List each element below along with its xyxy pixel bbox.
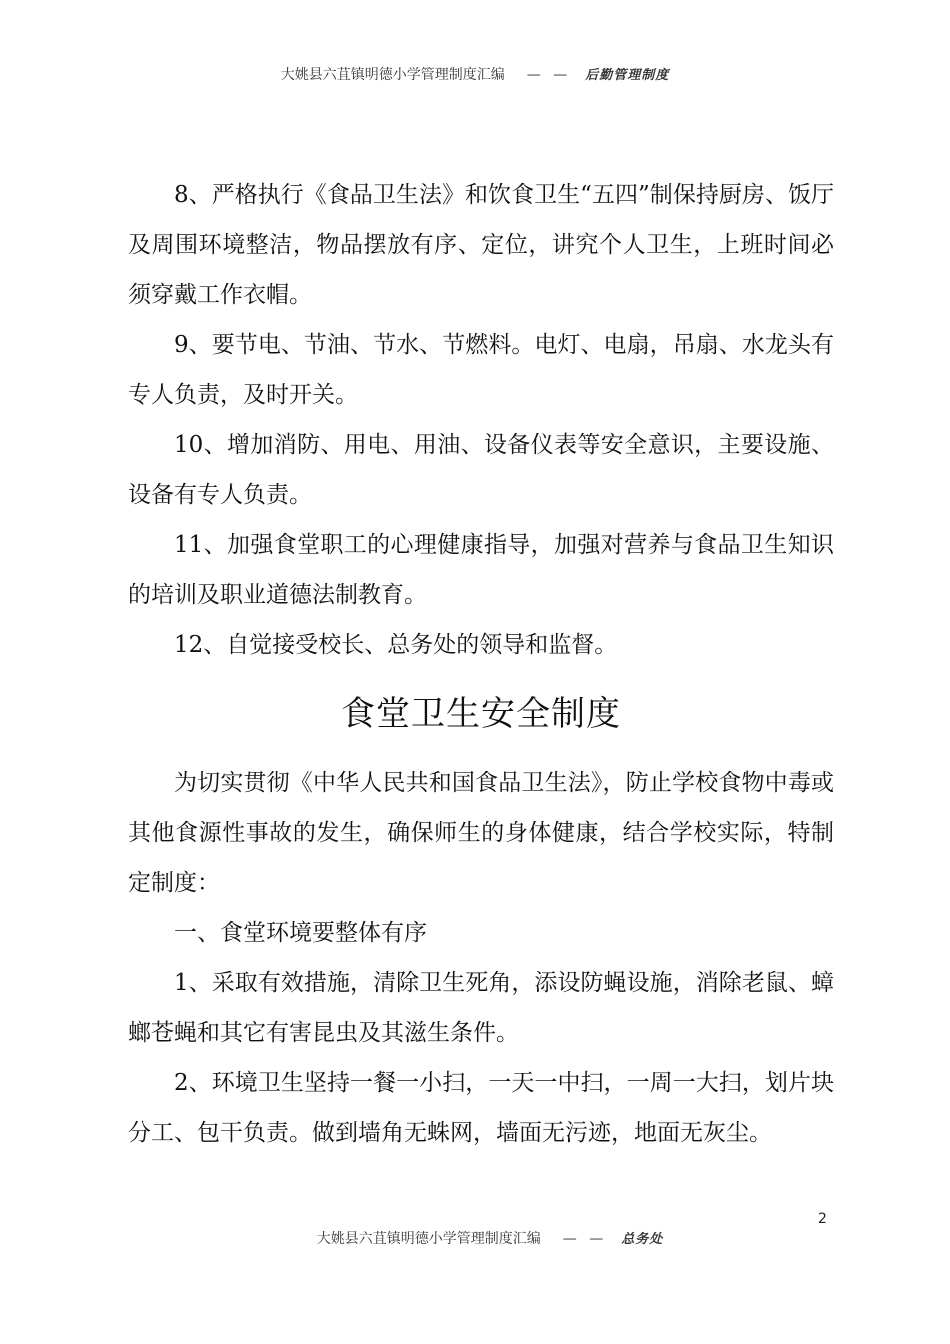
- paragraph-9: 9、要节电、节油、节水、节燃料。电灯、电扇，吊扇、水龙头有专人负责，及时开关。: [128, 332, 834, 408]
- section-title: 食堂卫生安全制度: [341, 694, 621, 734]
- header-dash: — —: [526, 67, 572, 83]
- paragraph-11: 11、加强食堂职工的心理健康指导，加强对营养与食品卫生知识的培训及职业道德法制教育。: [128, 532, 834, 608]
- footer-dash: — —: [562, 1231, 608, 1247]
- header-title: 大姚县六苴镇明德小学管理制度汇编: [280, 67, 505, 83]
- header-section: 后勤管理制度: [585, 68, 670, 83]
- intro-paragraph: 为切实贯彻《中华人民共和国食品卫生法》，防止学校食物中毒或其他食源性事故的发生，确保师生的身体健康，结合学校实际，特制定制度：: [128, 770, 834, 896]
- page-number: 2: [818, 1211, 827, 1227]
- page-header: [0, 64, 950, 84]
- paragraph-env-2: 2、环境卫生坚持一餐一小扫，一天一中扫，一周一大扫，划片块分工、包干负责。做到墙角无蛛网，墙面无污迹，地面无灰尘。: [128, 1070, 834, 1146]
- subheading-environment: 一、食堂环境要整体有序: [174, 920, 427, 946]
- footer-section: 总务处: [621, 1232, 664, 1247]
- page-footer: [0, 1228, 950, 1248]
- paragraph-8: 8、严格执行《食品卫生法》和饮食卫生“五四”制保持厨房、饭厅及周围环境整洁，物品摆放有序、定位，讲究个人卫生，上班时间必须穿戴工作衣帽。: [128, 182, 834, 308]
- paragraph-12: 12、自觉接受校长、总务处的领导和监督。: [174, 632, 618, 658]
- paragraph-env-1: 1、采取有效措施，清除卫生死角，添设防蝇设施，消除老鼠、蟑螂苍蝇和其它有害昆虫及其滋生条件。: [128, 970, 834, 1046]
- paragraph-10: 10、增加消防、用电、用油、设备仪表等安全意识，主要设施、设备有专人负责。: [128, 432, 834, 508]
- footer-title: 大姚县六苴镇明德小学管理制度汇编: [316, 1231, 541, 1247]
- document-body: [128, 170, 834, 1158]
